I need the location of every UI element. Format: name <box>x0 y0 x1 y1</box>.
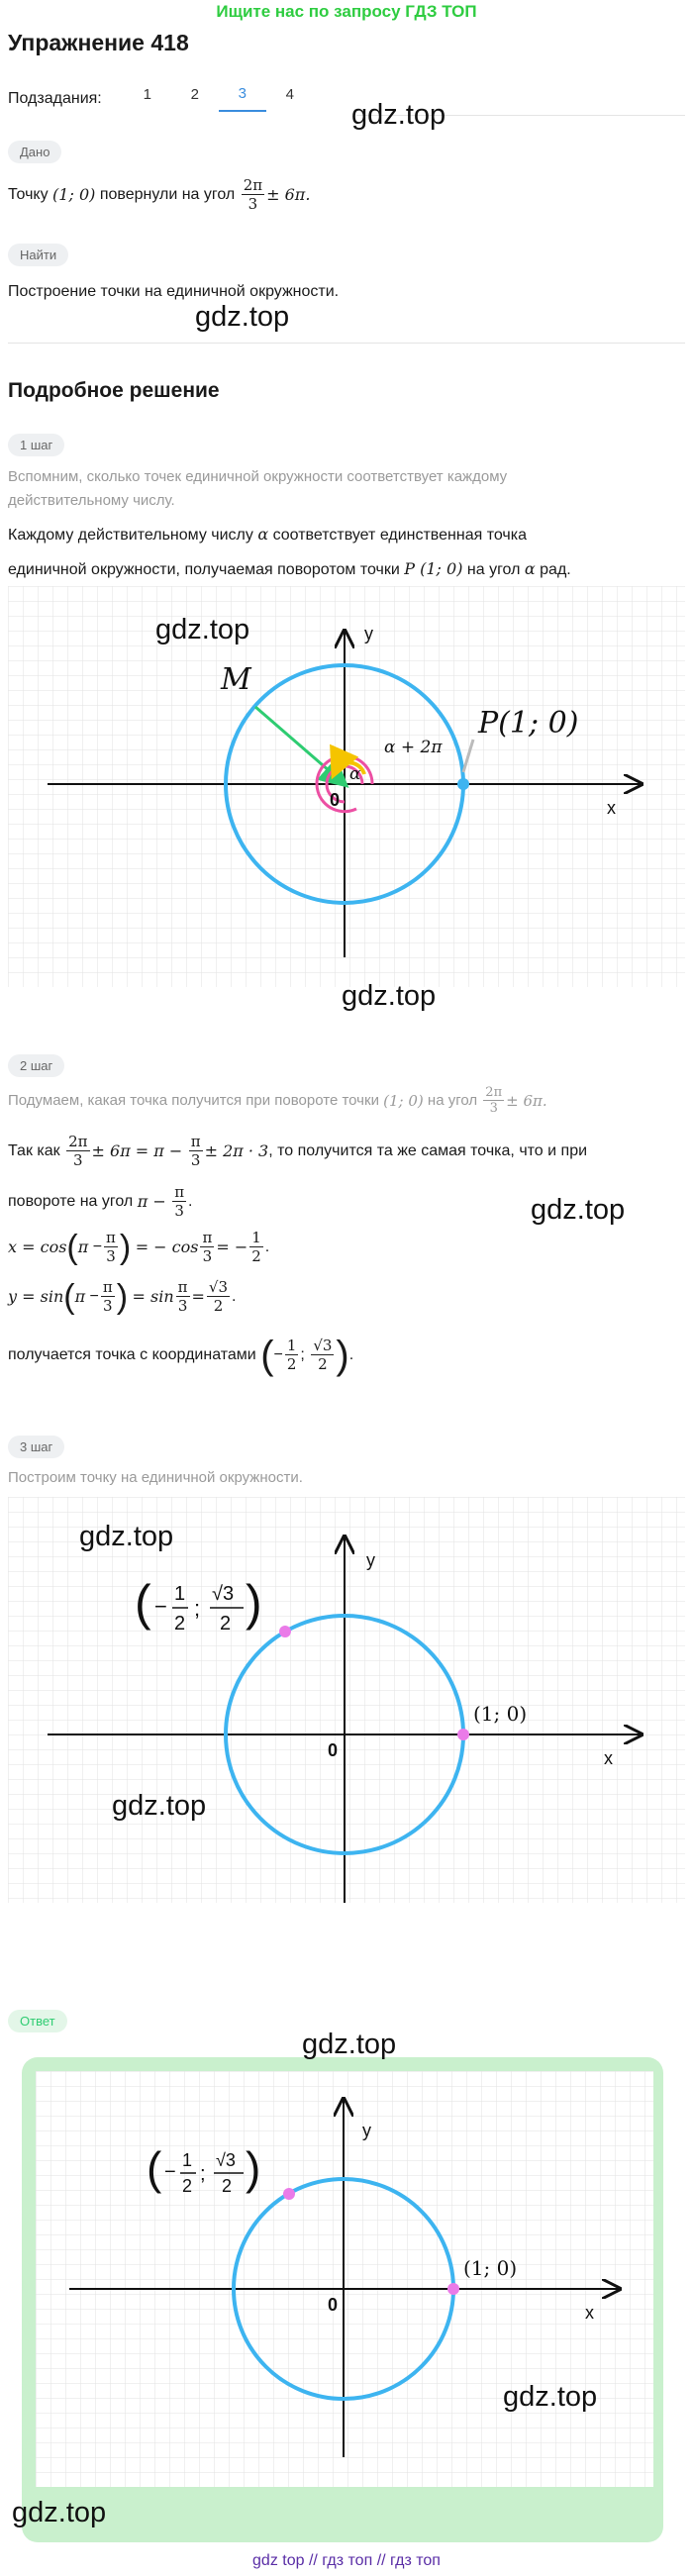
result-line: получается точка с координатами ( − $\frac{1}{2}$ ; $\frac{√3}{2}$ ) . <box>8 1333 354 1377</box>
watermark: gdz.top <box>302 2029 397 2060</box>
point-result <box>279 1626 291 1637</box>
watermark: gdz.top <box>195 301 290 333</box>
x-equation: x = cos ( π − $\frac{\pi}{3}$ ) = − cos $\frac{\pi}{3}$ = − $\frac{1}{2}$ . <box>8 1228 270 1266</box>
point-start-label: (1; 0) <box>473 1702 528 1726</box>
unit-circle-graph-1 <box>8 586 685 987</box>
step1-pill: 1 шаг <box>8 434 64 456</box>
svg-text:2: 2 <box>222 2176 233 2196</box>
unit-circle-graph-3 <box>36 2071 653 2487</box>
watermark: gdz.top <box>531 1194 626 1226</box>
angle-fraction: $\frac{2\pi}{3}$ <box>243 176 263 213</box>
footer-links[interactable]: gdz top // гдз топ // гдз топ <box>252 2552 441 2569</box>
point-m-label: M <box>221 662 251 697</box>
step1-text-line1: Каждому действительному числу α соответствует единственная точка <box>8 525 527 544</box>
point-start <box>447 2283 459 2295</box>
find-text: Построение точки на единичной окружности. <box>8 283 340 300</box>
step3-hint: Построим точку на единичной окружности. <box>8 1469 303 1486</box>
step1-hint: Вспомним, сколько точек единичной окружности соответствует каждому действительному числу. <box>8 468 508 509</box>
tab-subtask-3[interactable]: 3 <box>219 85 266 112</box>
point-p <box>457 778 469 790</box>
find-pill: Найти <box>8 244 68 266</box>
watermark: gdz.top <box>155 614 250 645</box>
point-start <box>457 1729 469 1740</box>
subtask-tabs <box>8 85 314 112</box>
svg-text:1: 1 <box>182 2150 193 2170</box>
solution-title: Подробное решение <box>8 379 220 402</box>
x-label: x <box>585 2303 594 2323</box>
grid <box>8 586 685 987</box>
section-divider <box>8 343 685 344</box>
search-banner[interactable]: Ищите нас по запросу ГДЗ ТОП <box>216 2 477 21</box>
svg-text:2: 2 <box>220 1613 232 1635</box>
watermark: gdz.top <box>503 2381 598 2413</box>
page-title: Упражнение 418 <box>8 30 189 55</box>
angle-label: α + 2π <box>384 738 443 757</box>
watermark: gdz.top <box>351 99 446 131</box>
step2-line2: повороте на угол π − $\frac{\pi}{3}$ . <box>8 1183 193 1220</box>
answer-pill: Ответ <box>8 2010 67 2032</box>
watermark: gdz.top <box>79 1521 174 1552</box>
point-p-label: P(1; 0) <box>478 706 579 741</box>
tab-subtask-2[interactable]: 2 <box>190 86 199 103</box>
svg-text:): ) <box>246 1575 262 1631</box>
step3-pill: 3 шаг <box>8 1436 64 1458</box>
svg-text:(: ( <box>147 2142 162 2194</box>
origin-label: 0 <box>328 2295 339 2315</box>
y-label: y <box>366 1550 375 1570</box>
tab-subtask-1[interactable]: 1 <box>143 86 151 103</box>
step1-text-line2: единичной окружности, получаемая поворотом точки P (1; 0) на угол α рад. <box>8 559 571 578</box>
y-label: y <box>364 624 373 644</box>
given-pill: Дано <box>8 141 61 163</box>
alpha-label: α <box>349 764 361 784</box>
step2-pill: 2 шаг <box>8 1054 64 1077</box>
subtasks-label: Подзадания: <box>8 89 102 107</box>
origin-label: 0 <box>330 790 341 810</box>
svg-text:;: ; <box>194 1596 201 1621</box>
step2-line1: Так как $\frac{2\pi}{3}$ ± 6π = π − $\frac{\pi}{3}$ ± 2π · 3 , то получится та же самая точка, что и при <box>8 1133 588 1169</box>
svg-text:−: − <box>164 2161 176 2183</box>
watermark: gdz.top <box>112 1790 207 1822</box>
svg-text:): ) <box>246 2142 261 2194</box>
svg-text:2: 2 <box>174 1613 186 1635</box>
point-result <box>283 2188 295 2200</box>
given-text: Точку (1; 0) повернули на угол $\frac{2\pi}{3}$ ± 6π. <box>8 176 311 213</box>
svg-text:(: ( <box>135 1575 151 1631</box>
watermark: gdz.top <box>342 980 437 1012</box>
y-label: y <box>362 2121 371 2140</box>
grid <box>8 1497 685 1903</box>
svg-text:1: 1 <box>174 1583 186 1605</box>
unit-circle-graph-2 <box>8 1497 685 1903</box>
x-label: x <box>607 798 616 818</box>
step2-hint: Подумаем, какая точка получится при повороте точки (1; 0) на угол $\frac{2\pi}{3}$ ± 6π. <box>8 1085 547 1116</box>
tab-subtask-4[interactable]: 4 <box>285 86 294 103</box>
x-label: x <box>604 1748 613 1768</box>
origin-label: 0 <box>328 1740 339 1760</box>
watermark: gdz.top <box>12 2497 107 2528</box>
svg-text:;: ; <box>200 2163 206 2185</box>
y-equation: y = sin ( π − $\frac{\pi}{3}$ ) = sin $\frac{\pi}{3}$ = $\frac{√3}{2}$ . <box>8 1277 237 1316</box>
svg-text:√3: √3 <box>212 1583 235 1605</box>
svg-text:√3: √3 <box>216 2150 236 2170</box>
point-start-label: (1; 0) <box>463 2256 518 2280</box>
svg-text:2: 2 <box>182 2176 193 2196</box>
svg-text:−: − <box>154 1594 167 1619</box>
